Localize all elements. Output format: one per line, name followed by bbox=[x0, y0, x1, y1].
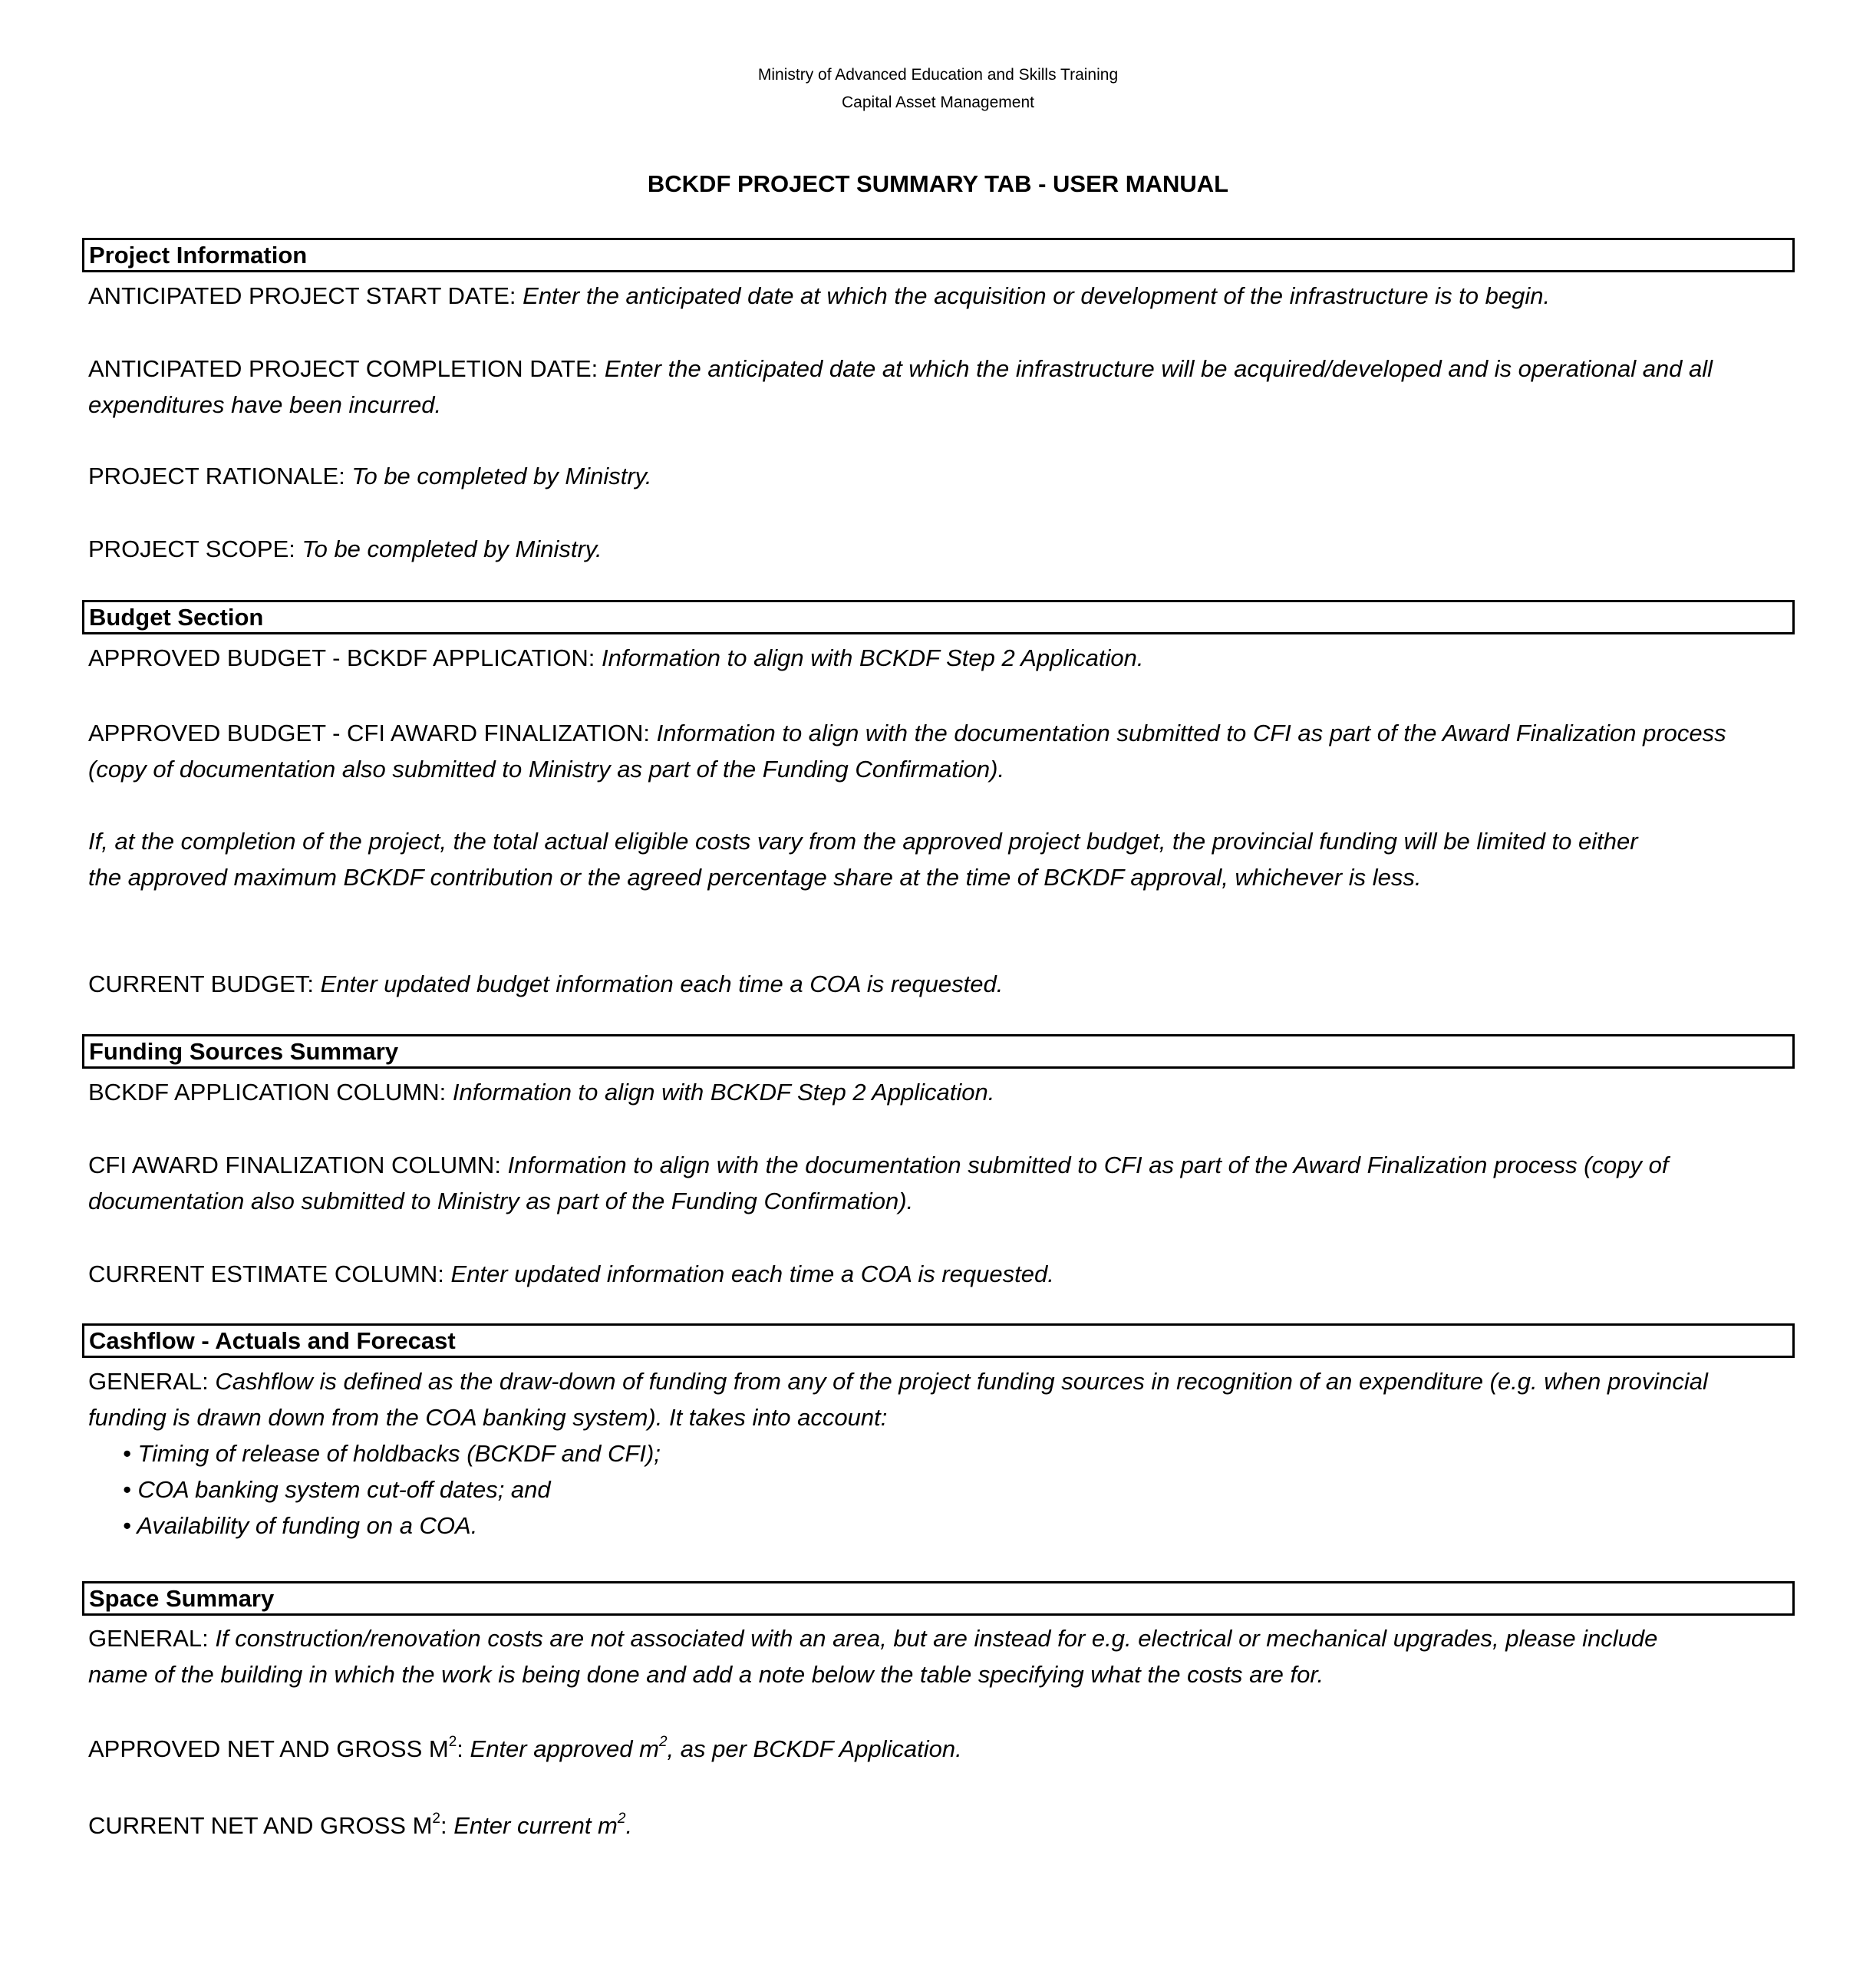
entry-description: expenditures have been incurred. bbox=[88, 391, 442, 418]
cfi-award-column-entry-cont bbox=[88, 1183, 1795, 1219]
entry-label: APPROVED BUDGET - BCKDF APPLICATION: bbox=[88, 644, 595, 671]
list-item: • Availability of funding on a COA. bbox=[123, 1512, 478, 1539]
entry-label: APPROVED BUDGET - CFI AWARD FINALIZATION: bbox=[88, 720, 651, 746]
current-net-gross-entry bbox=[88, 1807, 1795, 1844]
section-heading-budget: Budget Section bbox=[82, 600, 1795, 634]
space-general-entry-cont bbox=[88, 1656, 1795, 1692]
entry-description: Enter updated budget information each time a COA is requested. bbox=[320, 970, 1004, 997]
entry-label: GENERAL: bbox=[88, 1625, 209, 1652]
entry-description: funding is drawn down from the COA banking system). It takes into account: bbox=[88, 1404, 888, 1431]
entry-label: CURRENT ESTIMATE COLUMN: bbox=[88, 1260, 444, 1287]
entry-description: Enter the anticipated date at which the infrastructure will be acquired/developed and is operational and all bbox=[604, 355, 1713, 382]
approved-net-gross-entry bbox=[88, 1731, 1795, 1767]
note-text: the approved maximum BCKDF contribution or the agreed percentage share at the time of BCKDF approval, whichever is less. bbox=[88, 864, 1422, 891]
entry-label: CURRENT NET AND GROSS $M^2$: bbox=[88, 1811, 447, 1839]
entry-label: CURRENT BUDGET: bbox=[88, 970, 314, 997]
entry-description: Information to align with the documentation submitted to CFI as part of the Award Finalization process bbox=[656, 720, 1726, 746]
entry-label: PROJECT SCOPE: bbox=[88, 535, 295, 562]
approved-budget-application-entry bbox=[88, 640, 1795, 676]
entry-description: To be completed by Ministry. bbox=[302, 535, 602, 562]
completion-date-entry bbox=[88, 351, 1795, 387]
rationale-entry bbox=[88, 458, 1795, 494]
cashflow-general-entry-cont bbox=[88, 1399, 1795, 1435]
entry-label: BCKDF APPLICATION COLUMN: bbox=[88, 1079, 447, 1106]
entry-description: Enter current $m^2$. bbox=[453, 1811, 633, 1839]
current-budget-entry bbox=[88, 966, 1795, 1002]
entry-description: Enter the anticipated date at which the acquisition or development of the infrastructure is to begin. bbox=[523, 282, 1551, 309]
entry-description: To be completed by Ministry. bbox=[351, 463, 652, 489]
bckdf-application-column-entry bbox=[88, 1074, 1795, 1110]
entry-description: If construction/renovation costs are not associated with an area, but are instead for e.g. electrical or mechanical upgrades, please include bbox=[215, 1625, 1658, 1652]
entry-label: GENERAL: bbox=[88, 1368, 209, 1395]
list-item: • Timing of release of holdbacks (BCKDF and CFI); bbox=[123, 1440, 661, 1467]
entry-label: PROJECT RATIONALE: bbox=[88, 463, 345, 489]
budget-note-cont bbox=[88, 859, 1795, 895]
entry-description: Cashflow is defined as the draw-down of funding from any of the project funding sources in recognition of an expenditure (e.g. when provincial bbox=[215, 1368, 1708, 1395]
entry-description: (copy of documentation also submitted to Ministry as part of the Funding Confirmation). bbox=[88, 756, 1005, 783]
approved-budget-cfi-entry bbox=[88, 715, 1795, 751]
budget-note bbox=[88, 823, 1795, 859]
entry-label: CFI AWARD FINALIZATION COLUMN: bbox=[88, 1152, 501, 1178]
section-heading-space-summary: Space Summary bbox=[82, 1581, 1795, 1616]
list-item: • COA banking system cut-off dates; and bbox=[123, 1476, 551, 1503]
ministry-name: Ministry of Advanced Education and Skills Training bbox=[757, 66, 1119, 84]
approved-budget-cfi-entry-cont bbox=[88, 751, 1795, 787]
space-general-entry bbox=[88, 1620, 1795, 1656]
document-title: BCKDF PROJECT SUMMARY TAB - USER MANUAL bbox=[647, 170, 1229, 197]
entry-description: Information to align with BCKDF Step 2 Application. bbox=[601, 644, 1144, 671]
entry-description: name of the building in which the work is being done and add a note below the table specifying what the costs are for. bbox=[88, 1661, 1324, 1688]
section-heading-funding-sources: Funding Sources Summary bbox=[82, 1034, 1795, 1069]
entry-label: APPROVED NET AND GROSS $M^2$: bbox=[88, 1734, 463, 1762]
completion-date-entry-cont bbox=[88, 387, 1795, 423]
entry-label: ANTICIPATED PROJECT START DATE: bbox=[88, 282, 516, 309]
entry-label: ANTICIPATED PROJECT COMPLETION DATE: bbox=[88, 355, 598, 382]
note-text: If, at the completion of the project, the total actual eligible costs vary from the approved project budget, the provincial funding will be limited to either bbox=[88, 828, 1638, 855]
entry-description: Information to align with the documentation submitted to CFI as part of the Award Finalization process (copy of bbox=[507, 1152, 1669, 1178]
entry-description: documentation also submitted to Ministry as part of the Funding Confirmation). bbox=[88, 1188, 914, 1214]
entry-description: Enter approved $m^2$, as per BCKDF Application. bbox=[470, 1734, 962, 1762]
section-heading-cashflow: Cashflow - Actuals and Forecast bbox=[82, 1323, 1795, 1358]
start-date-entry bbox=[88, 278, 1795, 314]
entry-description: Enter updated information each time a COA is requested. bbox=[450, 1260, 1054, 1287]
current-estimate-column-entry bbox=[88, 1256, 1795, 1292]
department-name: Capital Asset Management bbox=[842, 94, 1034, 111]
cashflow-general-entry bbox=[88, 1363, 1795, 1399]
section-heading-project-information: Project Information bbox=[82, 238, 1795, 272]
entry-description: Information to align with BCKDF Step 2 Application. bbox=[452, 1079, 995, 1106]
cfi-award-column-entry bbox=[88, 1147, 1795, 1183]
scope-entry bbox=[88, 531, 1795, 567]
